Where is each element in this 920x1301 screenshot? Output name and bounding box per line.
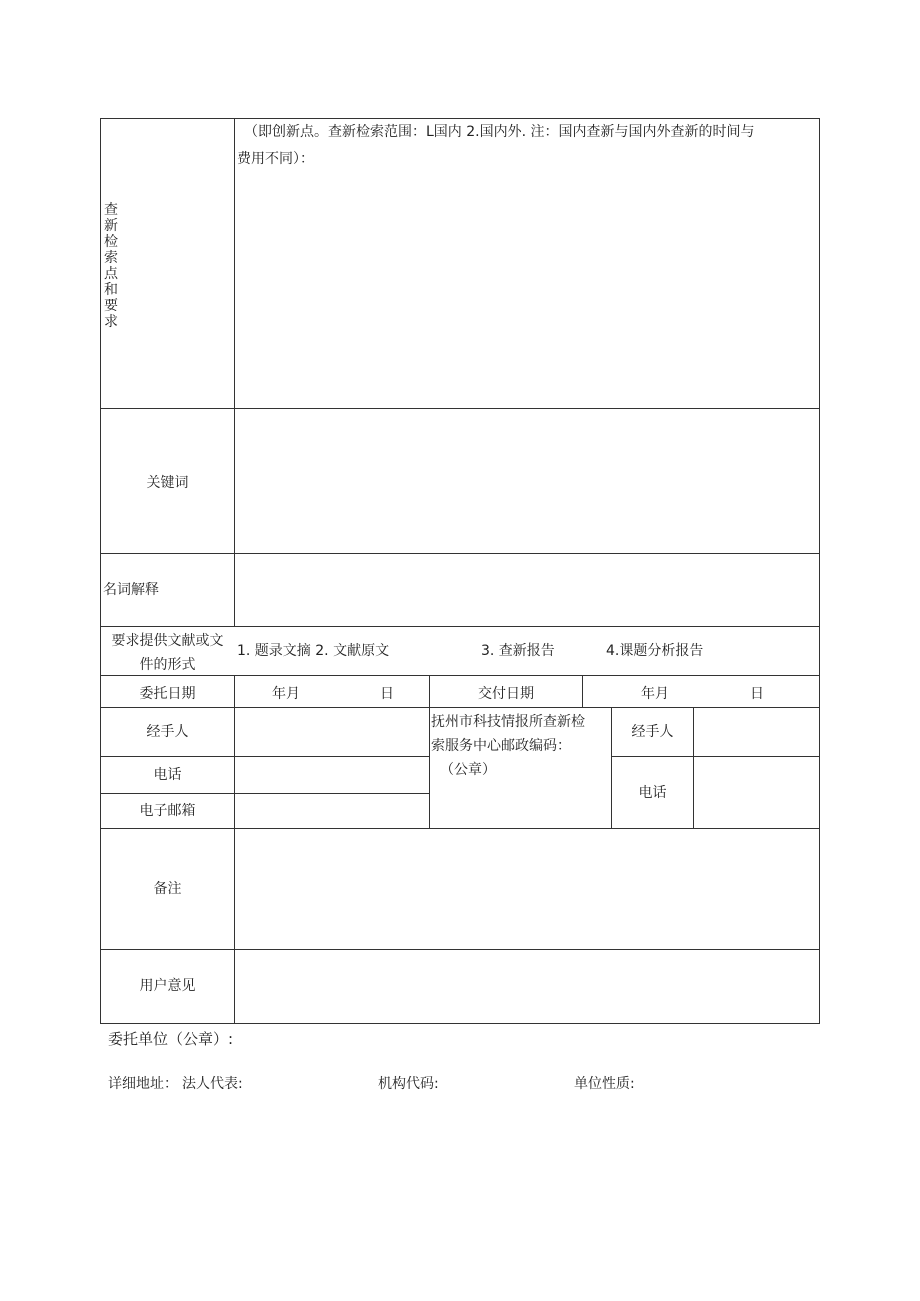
column-divider [582, 675, 583, 708]
delivery-date-label: 交付日期 [478, 686, 534, 702]
legal-rep-label: 法人代表: [182, 1076, 243, 1092]
row-divider [100, 675, 820, 676]
row-divider [100, 756, 429, 757]
row-divider [100, 408, 820, 409]
keywords-label: 关键词 [146, 475, 189, 491]
user-opinion-label: 用户意见 [139, 978, 196, 994]
search-points-label: 查新检索点和要求 [104, 202, 118, 330]
table-border-bottom [100, 1023, 820, 1024]
handler-label: 经手人 [146, 724, 189, 740]
search-points-note-line1: （即创新点。查新检索范围：L国内 2.国内外. 注：国内查新与国内外查新的时间与 [244, 124, 755, 140]
delivery-date-day[interactable]: 日 [750, 686, 764, 702]
commission-date-label: 委托日期 [139, 686, 196, 702]
phone-field[interactable] [236, 758, 428, 792]
phone-label: 电话 [153, 767, 182, 783]
keywords-field[interactable] [236, 410, 818, 552]
center-seal: （公章） [440, 762, 496, 778]
email-label: 电子邮箱 [139, 803, 196, 819]
center-handler-field[interactable] [695, 709, 818, 755]
search-points-note-line2: 费用不同）： [237, 151, 314, 167]
unit-nature-label: 单位性质: [574, 1076, 635, 1092]
table-border-right [819, 118, 820, 1024]
column-divider [693, 707, 694, 828]
terms-field[interactable] [236, 555, 818, 625]
center-phone-field[interactable] [695, 758, 818, 827]
commission-date-day[interactable]: 日 [380, 686, 394, 702]
terms-label: 名词解释 [103, 582, 159, 598]
user-opinion-field[interactable] [236, 951, 818, 1022]
row-divider [100, 626, 820, 627]
row-divider [100, 949, 820, 950]
row-divider [100, 707, 820, 708]
label-column-divider [234, 675, 235, 708]
format-option-abstract-fulltext[interactable]: 1. 题录文摘 2. 文献原文 [237, 643, 390, 659]
commission-date-year-month[interactable]: 年月 [272, 686, 300, 702]
format-label-line1: 要求提供文献或文 [111, 633, 224, 649]
commissioning-unit-label: 委托单位（公章）: [108, 1030, 234, 1048]
row-divider [100, 793, 429, 794]
center-postal-line2: 索服务中心邮政编码： [431, 738, 571, 754]
label-column-divider [234, 707, 235, 828]
remarks-label: 备注 [153, 881, 182, 897]
format-label-line2: 件的形式 [139, 657, 196, 673]
org-code-label: 机构代码: [378, 1076, 439, 1092]
table-border-top [100, 118, 820, 119]
handler-field[interactable] [236, 709, 428, 755]
label-column-divider [234, 118, 235, 626]
row-divider [100, 553, 820, 554]
format-option-topic-analysis[interactable]: 4.课题分析报告 [606, 643, 704, 659]
center-phone-label: 电话 [638, 785, 667, 801]
email-field[interactable] [236, 795, 428, 827]
delivery-date-year-month[interactable]: 年月 [641, 686, 669, 702]
row-divider [100, 828, 820, 829]
remarks-field[interactable] [236, 830, 818, 948]
format-option-novelty-report[interactable]: 3. 查新报告 [481, 643, 555, 659]
label-column-divider [234, 828, 235, 1024]
center-postal-line1: 抚州市科技情报所查新检 [431, 714, 585, 730]
row-divider [611, 756, 820, 757]
center-handler-label: 经手人 [631, 724, 674, 740]
search-points-field[interactable] [236, 172, 818, 406]
address-label: 详细地址： [108, 1076, 178, 1092]
